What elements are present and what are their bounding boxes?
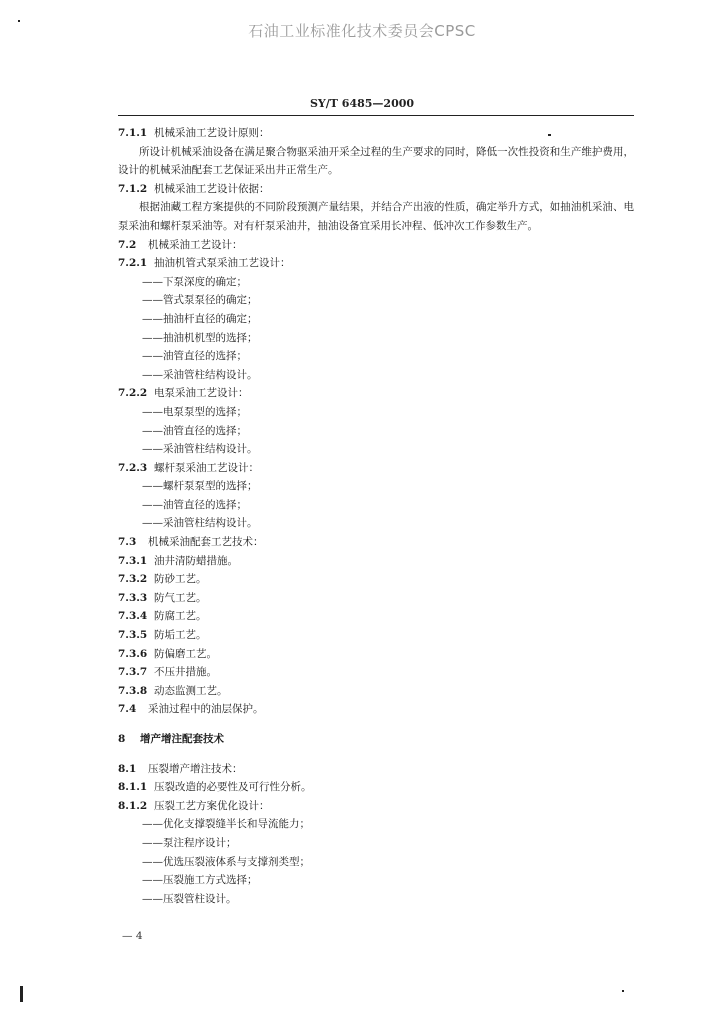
section-7-3-4: 7.3.4 防腐工艺。 <box>118 610 207 623</box>
watermark-title: 石油工业标准化技术委员会CPSC <box>248 22 476 40</box>
spacer <box>118 749 634 760</box>
section-7-1-1: 7.1.1 机械采油工艺设计原则： <box>118 127 270 139</box>
section-8-1-2: 8.1.2 压裂工艺方案优化设计： <box>118 799 270 812</box>
list-item: ——抽油机机型的选择； <box>142 331 258 344</box>
header-rule <box>118 115 634 116</box>
section-7-4: 7.4 采油过程中的油层保护。 <box>118 703 264 716</box>
list-item: ——采油管柱结构设计。 <box>142 443 258 456</box>
list-item: ——优化支撑裂缝半长和导流能力； <box>142 818 310 831</box>
section-7-3-7: 7.3.7 不压井措施。 <box>118 666 217 679</box>
section-7-3-3: 7.3.3 防气工艺。 <box>118 591 207 604</box>
list-item: ——油管直径的选择； <box>142 350 247 363</box>
section-8-1-1: 8.1.1 压裂改造的必要性及可行性分析。 <box>118 781 312 794</box>
standard-code: SY/T 6485—2000 <box>309 97 415 110</box>
list-item: ——管式泵泵径的确定； <box>142 294 258 307</box>
section-7-1-2: 7.1.2 机械采油工艺设计依据： <box>118 182 270 195</box>
list-item: ——压裂管柱设计。 <box>142 892 237 905</box>
scan-speck <box>18 20 20 22</box>
scan-mark <box>20 986 23 1002</box>
paragraph-7-1-1: 所设计机械采油设备在满足聚合物驱采油开采全过程的生产要求的同时，降低一次性投资和生产维护费用，设计的机械采油配套工艺保证采出井正常生产。 <box>118 145 634 177</box>
list-item: ——油管直径的选择； <box>142 424 247 437</box>
page-number: — 4 <box>122 930 143 942</box>
list-item: ——螺杆泵泵型的选择； <box>142 480 258 493</box>
spacer <box>118 719 634 730</box>
section-7-2-1: 7.2.1 抽油机管式泵采油工艺设计： <box>118 257 291 270</box>
list-item: ——优选压裂液体系与支撑剂类型； <box>142 855 310 868</box>
section-7-2: 7.2 机械采油工艺设计： <box>118 238 243 251</box>
list-item: ——泵注程序设计； <box>142 836 237 849</box>
list-item: ——采油管柱结构设计。 <box>142 517 258 530</box>
scan-speck <box>548 134 551 136</box>
list-item: ——压裂施工方式选择； <box>142 874 258 887</box>
list-item: ——下泵深度的确定； <box>142 275 247 288</box>
section-7-3-2: 7.3.2 防砂工艺。 <box>118 573 207 586</box>
chapter-8-heading: 8 增产增注配套技术 <box>118 733 224 745</box>
section-7-2-3: 7.2.3 螺杆泵采油工艺设计： <box>118 461 259 474</box>
scan-speck <box>622 990 624 992</box>
section-7-3-6: 7.3.6 防偏磨工艺。 <box>118 647 217 660</box>
section-7-3-1: 7.3.1 油井清防蜡措施。 <box>118 554 238 567</box>
section-7-3-8: 7.3.8 动态监测工艺。 <box>118 684 228 697</box>
section-7-3-5: 7.3.5 防垢工艺。 <box>118 629 207 642</box>
section-7-2-2: 7.2.2 电泵采油工艺设计： <box>118 387 249 400</box>
section-7-3: 7.3 机械采油配套工艺技术： <box>118 536 264 549</box>
list-item: ——油管直径的选择； <box>142 498 247 511</box>
list-item: ——采油管柱结构设计。 <box>142 368 258 381</box>
list-item: ——电泵泵型的选择； <box>142 405 247 418</box>
section-8-1: 8.1 压裂增产增注技术： <box>118 762 243 775</box>
paragraph-7-1-2: 根据油藏工程方案提供的不同阶段预测产量结果，并结合产出液的性质，确定举升方式，如抽油机采油、电泵采油和螺杆泵采油等。对有杆泵采油井，抽油设备宜采用长冲程、低冲次工作参数生产。 <box>118 201 634 232</box>
list-item: ——抽油杆直径的确定； <box>142 312 258 325</box>
document-body <box>118 124 634 908</box>
